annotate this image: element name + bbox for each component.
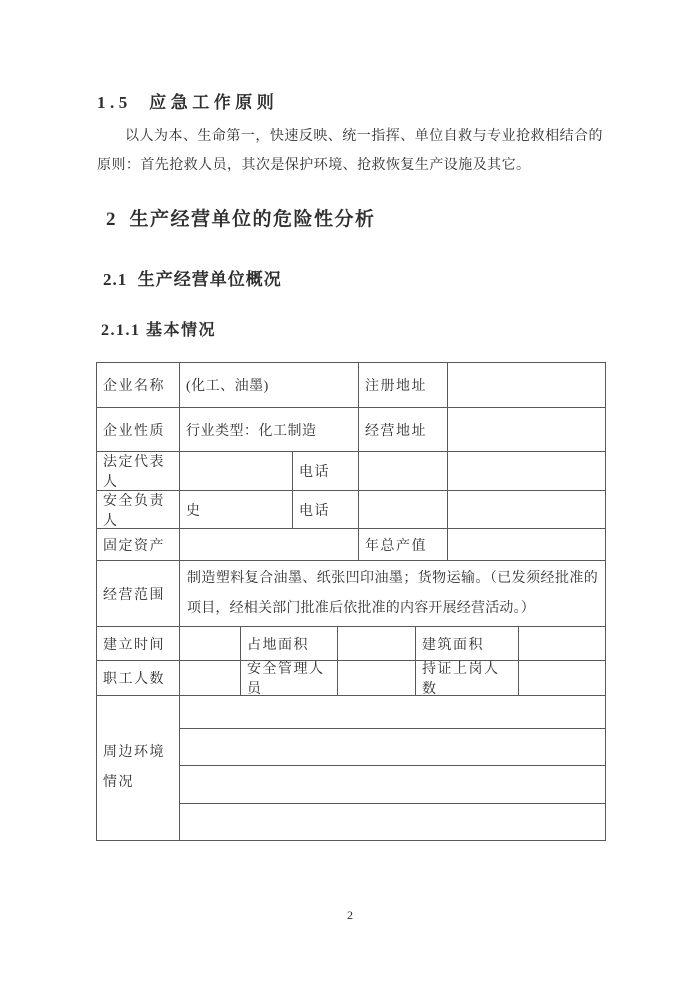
basic-info-table <box>96 362 606 841</box>
building-area-label: 建筑面积 <box>416 627 519 661</box>
safety-officer-label: 安全负责人 <box>97 491 180 529</box>
legal-rep-phone-label: 电话 <box>293 452 359 491</box>
building-area-value <box>519 627 606 661</box>
registered-address-label: 注册地址 <box>359 363 448 408</box>
annual-output-value <box>448 529 606 561</box>
safety-officer-phone-label: 电话 <box>293 491 359 529</box>
safety-managers-label: 安全管理人员 <box>241 661 338 696</box>
company-name-label: 企业名称 <box>97 363 180 408</box>
surroundings-row-1 <box>180 696 606 729</box>
business-scope-value <box>180 561 606 627</box>
heading-1-5: 1.5 应急工作原则 <box>97 93 279 112</box>
safety-officer-extra-cell <box>448 491 606 529</box>
registered-address-value <box>448 363 606 408</box>
safety-officer-phone-value <box>359 491 448 529</box>
safety-managers-value <box>338 661 416 696</box>
certified-staff-value <box>519 661 606 696</box>
business-scope-text: 制造塑料复合油墨、纸张凹印油墨；货物运输。（已发须经批准的项目，经相关部门批准后依批准的内容开展经营活动。） <box>187 570 598 616</box>
legal-rep-extra-cell <box>448 452 606 491</box>
page-number: 2 <box>347 908 353 922</box>
land-area-label: 占地面积 <box>241 627 338 661</box>
company-nature-value: 行业类型：化工制造 <box>180 408 359 452</box>
legal-rep-phone-value <box>359 452 448 491</box>
emergency-principles-paragraph: 以人为本、生命第一，快速反映、统一指挥、单位自救与专业抢救相结合的原则：首先抢救人员，其次是保护环境、抢救恢复生产设施及其它。 <box>97 129 603 173</box>
surroundings-label-text: 周边环境情况 <box>103 745 165 790</box>
safety-officer-value: 史 <box>180 491 293 529</box>
fixed-assets-label: 固定资产 <box>97 529 180 561</box>
annual-output-label: 年总产值 <box>359 529 448 561</box>
surroundings-row-3 <box>180 766 606 804</box>
certified-staff-label: 持证上岗人数 <box>416 661 519 696</box>
business-scope-label: 经营范围 <box>97 561 180 627</box>
surroundings-row-2 <box>180 729 606 766</box>
legal-rep-value <box>180 452 293 491</box>
legal-rep-label: 法定代表人 <box>97 452 180 491</box>
business-address-value <box>448 408 606 452</box>
heading-2: 2 生产经营单位的危险性分析 <box>106 209 376 230</box>
heading-2-1: 2.1 生产经营单位概况 <box>103 270 282 289</box>
established-label: 建立时间 <box>97 627 180 661</box>
employees-value <box>180 661 241 696</box>
land-area-value <box>338 627 416 661</box>
surroundings-row-4 <box>180 804 606 841</box>
employees-label: 职工人数 <box>97 661 180 696</box>
fixed-assets-value <box>180 529 359 561</box>
business-address-label: 经营地址 <box>359 408 448 452</box>
company-name-value: (化工、油墨) <box>180 363 359 408</box>
company-nature-label: 企业性质 <box>97 408 180 452</box>
surroundings-label <box>97 696 180 841</box>
established-value <box>180 627 241 661</box>
heading-2-1-1: 2.1.1 基本情况 <box>101 322 217 339</box>
